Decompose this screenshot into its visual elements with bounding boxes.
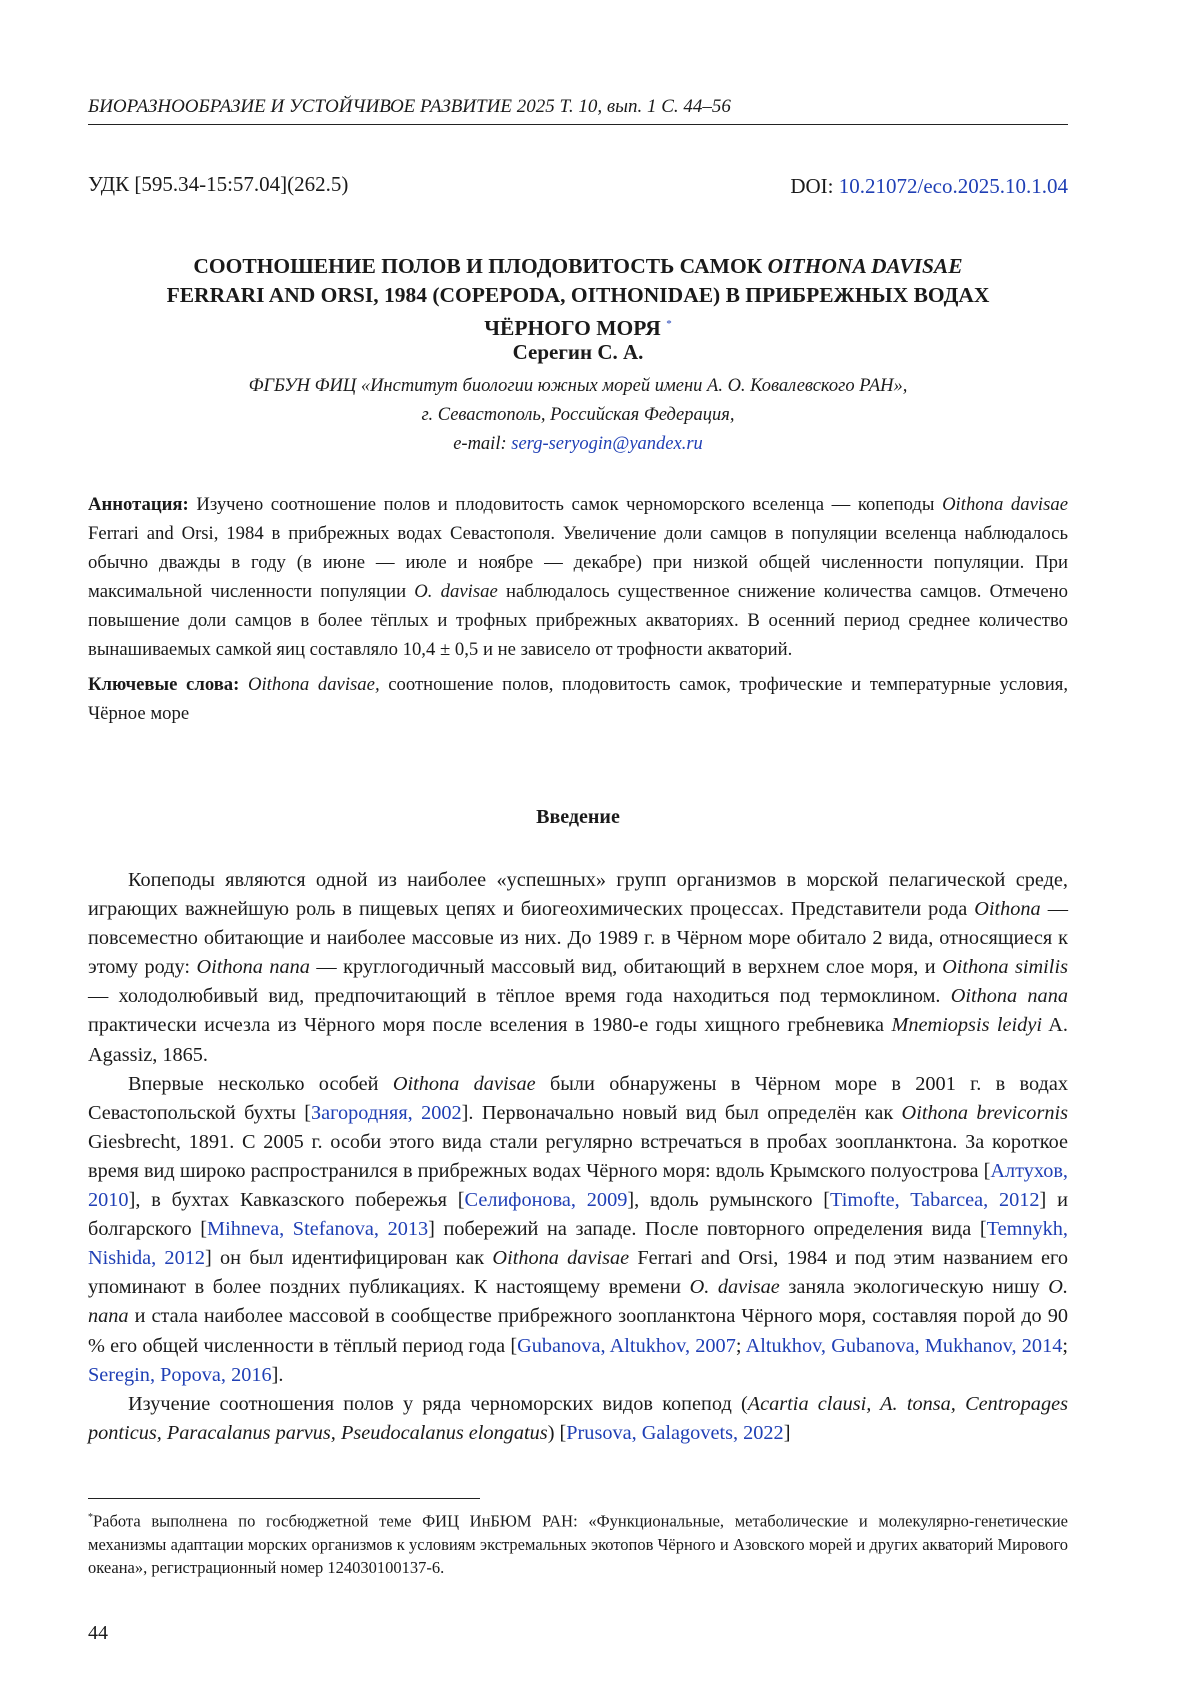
text: были обнаружены в Чёрном море в 2001 г. в водах Севастопольской бухты [ (88, 1072, 1068, 1124)
text: ] и болгарского [ (88, 1189, 1068, 1241)
abstract-species: Oithona davisae (942, 494, 1068, 515)
section-title-introduction: Введение (536, 806, 620, 828)
abstract-species: O. davisae (414, 581, 498, 602)
paragraph-1 (88, 866, 1068, 1070)
udc-code: УДК [595.34-15:57.04](262.5) (88, 172, 349, 196)
species: Mnemiopsis leidyi (891, 1014, 1042, 1037)
abstract-text: Ferrari and Orsi, 1984 в прибрежных водах Севастополя. Увеличение доли самцов в популяции вселенца наблюдалось обычно дважды в году (в июне — июле и ноябре — декабре) при низкой общей численности популяции. При максимальной численности популяции (88, 523, 1068, 602)
email-label: e-mail: (453, 434, 512, 454)
species: Oithona nana (950, 985, 1068, 1008)
keywords (88, 670, 1068, 728)
species: O. davisae (689, 1276, 780, 1299)
species: Oithona brevicornis (901, 1101, 1069, 1124)
text: Giesbrecht, 1891. С 2005 г. особи этого вида стали регулярно встречаться в пробах зоопланктона. За короткое время вид широко распространился в прибрежных водах Чёрного моря: вдоль Крымского полуострова [ (88, 1130, 1068, 1182)
reference-link[interactable]: Mihneva, Stefanova, 2013 (207, 1218, 429, 1241)
text: ] (783, 1421, 791, 1444)
abstract-text: наблюдалось существенное снижение количества самцов. Отмечено повышение доли самцов в более тёплых и трофных прибрежных акваториях. В осенний период среднее количество вынашиваемых самкой яиц составляло 10,4 ± 0,5 и не зависело от трофности акваторий. (88, 581, 1068, 660)
species: Oithona davisae (492, 1247, 630, 1270)
text: Впервые несколько особей (128, 1072, 393, 1095)
species: Oithona nana (196, 956, 310, 979)
reference-link[interactable]: Загородняя, 2002 (311, 1101, 462, 1124)
text: Изучение соотношения полов у ряда черноморских видов копепод ( (128, 1392, 748, 1415)
text: ], вдоль румынского [ (627, 1189, 831, 1212)
title-part-3: ЧЁРНОГО МОРЯ (484, 316, 661, 341)
abstract-paragraph (88, 490, 1068, 664)
doi-link[interactable]: 10.21072/eco.2025.10.1.04 (838, 174, 1068, 198)
title-part-2: FERRARI AND ORSI, 1984 (COPEPODA, OITHONIDAE) В ПРИБРЕЖНЫХ ВОДАХ (166, 283, 990, 307)
abstract-text: Изучено соотношение полов и плодовитость самок черноморского вселенца — копеподы (188, 494, 943, 515)
email-link[interactable]: serg-seryogin@yandex.ru (511, 434, 703, 454)
paragraph-2 (88, 1070, 1068, 1390)
text: — круглогодичный массовый вид, обитающий в верхнем слое моря, и (309, 956, 943, 979)
text: Ferrari and Orsi, 1984 и под этим названием его упоминают в более поздних публикациях. К настоящему времени (88, 1247, 1069, 1299)
text: A. Agassiz, 1865. (88, 1014, 1069, 1066)
text: ) [ (547, 1421, 567, 1444)
text: практически исчезла из Чёрного моря после вселения в 1980-е годы хищного гребневика (88, 1014, 892, 1037)
text: ; (735, 1334, 746, 1357)
abstract-label: Аннотация: (88, 494, 189, 515)
title-part-1: СООТНОШЕНИЕ ПОЛОВ И ПЛОДОВИТОСТЬ САМОК (193, 254, 768, 278)
text: ]. (271, 1363, 284, 1386)
affiliation-line-2: г. Севастополь, Российская Федерация, (421, 405, 735, 425)
introduction-body (88, 866, 1068, 1448)
keywords-label: Ключевые слова: (88, 674, 240, 695)
text: ] побережий на западе. После повторного определения вида [ (428, 1218, 987, 1241)
running-head: БИОРАЗНООБРАЗИЕ И УСТОЙЧИВОЕ РАЗВИТИЕ 2025 Т. 10, вып. 1 С. 44–56 (88, 96, 1068, 125)
text: — повсеместно обитающие и наиболее массовые из них. До 1989 г. в Чёрном море обитало 2 вида, относящиеся к этому роду: (88, 898, 1068, 979)
footnote-marker-link[interactable]: * (666, 318, 672, 330)
species: Oithona (974, 898, 1041, 921)
reference-link[interactable]: Алтухов, 2010 (88, 1159, 1068, 1212)
doi (790, 174, 1068, 199)
author-name: Серегин С. А. (512, 340, 644, 364)
page-number: 44 (88, 1622, 108, 1644)
text: — холодолюбивый вид, предпочитающий в тёплое время года находиться под термоклином. (88, 985, 951, 1008)
affiliation (88, 372, 1068, 459)
text: заняла экологическую нишу (779, 1276, 1049, 1299)
species: Oithona similis (942, 956, 1068, 979)
reference-link[interactable]: Seregin, Popova, 2016 (88, 1363, 272, 1386)
reference-link[interactable]: Altukhov, Gubanova, Mukhanov, 2014 (745, 1334, 1063, 1357)
article-title (88, 252, 1068, 343)
footnote-text: Работа выполнена по госбюджетной теме ФИЦ ИнБЮМ РАН: «Функциональные, метаболические и молекулярно-генетические механизмы адаптации морских организмов к условиям экстремальных экотопов Чёрного и Азовского морей и других акваторий Мирового океана», регистрационный номер 124030100137-6. (88, 1511, 1068, 1577)
species: Acartia clausi, A. tonsa, Centropages ponticus, Paracalanus parvus, Pseudocalanus elongatus (88, 1392, 1068, 1444)
paragraph-3 (88, 1390, 1068, 1448)
affiliation-line-1: ФГБУН ФИЦ «Институт биологии южных морей имени А. О. Ковалевского РАН», (248, 376, 908, 396)
text: ] он был идентифицирован как (205, 1247, 493, 1270)
abstract (88, 490, 1068, 728)
text: ]. Первоначально новый вид был определён как (461, 1101, 902, 1124)
species: Oithona davisae (392, 1072, 536, 1095)
text: ], в бухтах Кавказского побережья [ (128, 1189, 465, 1212)
doi-label: DOI: (790, 174, 839, 198)
reference-link[interactable]: Gubanova, Altukhov, 2007 (517, 1334, 736, 1357)
text: Копеподы являются одной из наиболее «успешных» групп организмов в морской пелагической среде, играющих важнейшую роль в пищевых цепях и биогеохимических процессах. Представители рода (88, 869, 1068, 921)
keywords-text: соотношение полов, плодовитость самок, трофические и температурные условия, Чёрное море (88, 674, 1068, 724)
keywords-species: Oithona davisae, (247, 674, 380, 695)
footnote (88, 1506, 1068, 1579)
text: и стала наиболее массовой в сообществе прибрежного зоопланктона Чёрного моря, составляя порой до 90 % его общей численности в тёплый период года [ (88, 1305, 1068, 1357)
affiliation-email (88, 430, 1068, 459)
footnote-divider (88, 1498, 480, 1499)
species: O. nana (88, 1276, 1069, 1328)
text: ; (1062, 1334, 1068, 1357)
reference-link[interactable]: Селифонова, 2009 (464, 1189, 628, 1212)
title-species: OITHONA DAVISAE (767, 254, 963, 278)
reference-link[interactable]: Timofte, Tabarcea, 2012 (830, 1189, 1040, 1212)
footnote-marker: * (88, 1512, 93, 1523)
reference-link[interactable]: Prusova, Galagovets, 2022 (566, 1421, 784, 1444)
reference-link[interactable]: Temnykh, Nishida, 2012 (88, 1218, 1068, 1270)
